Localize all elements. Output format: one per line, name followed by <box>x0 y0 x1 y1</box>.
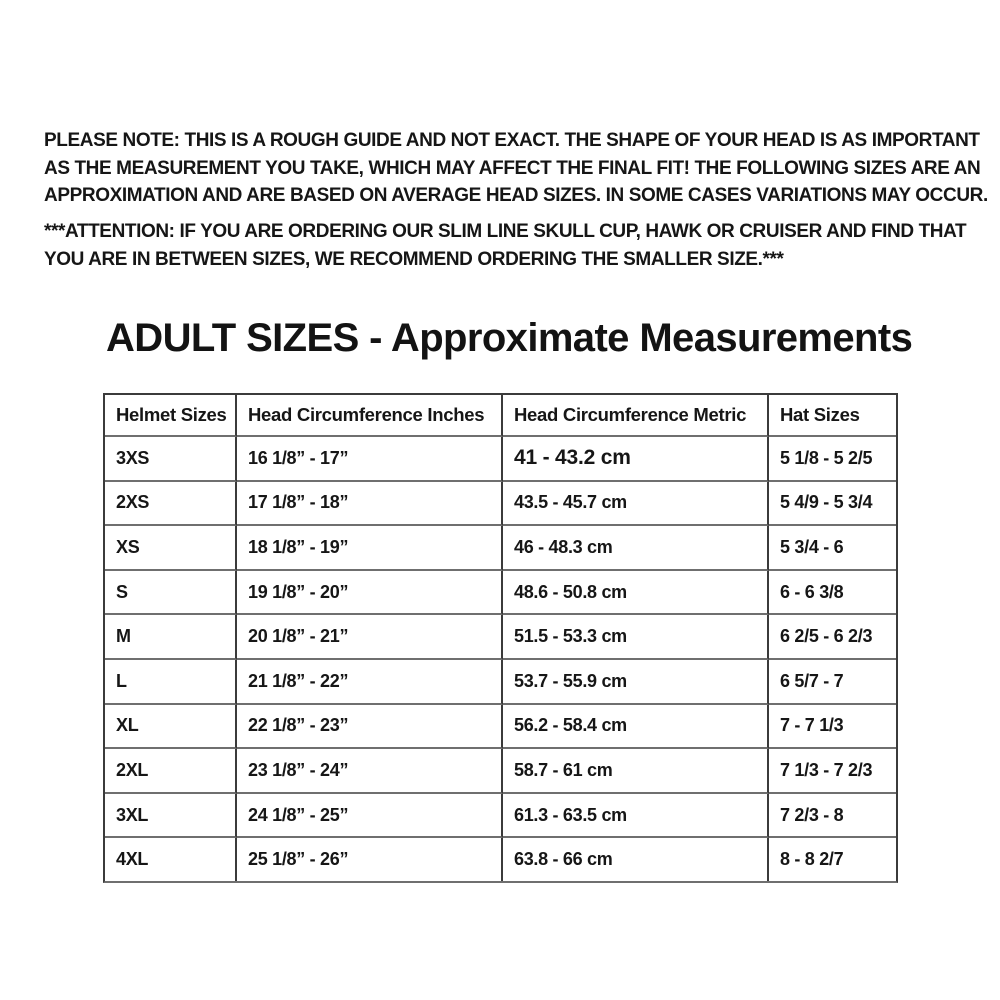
cell-inches: 19 1/8” - 20” <box>237 571 503 616</box>
table-row-3xs <box>105 437 896 482</box>
cell-helmet-size: 2XS <box>105 482 237 527</box>
table-row-3xl <box>105 794 896 839</box>
cell-inches: 18 1/8” - 19” <box>237 526 503 571</box>
note-line-1: PLEASE NOTE: THIS IS A ROUGH GUIDE AND NOT EXACT. THE SHAPE OF YOUR HEAD IS AS IMPORTANT <box>44 130 980 151</box>
cell-helmet-size: XS <box>105 526 237 571</box>
cell-helmet-size: S <box>105 571 237 616</box>
cell-inches: 24 1/8” - 25” <box>237 794 503 839</box>
cell-metric: 51.5 - 53.3 cm <box>503 615 769 660</box>
cell-hat-size: 6 2/5 - 6 2/3 <box>769 615 896 660</box>
col-header-hat-sizes: Hat Sizes <box>769 395 896 437</box>
cell-metric: 63.8 - 66 cm <box>503 838 769 881</box>
note-paragraph <box>44 127 988 210</box>
cell-hat-size: 5 4/9 - 5 3/4 <box>769 482 896 527</box>
cell-hat-size: 8 - 8 2/7 <box>780 849 844 870</box>
table-row-xs <box>105 526 896 571</box>
cell-hat-size: 7 - 7 1/3 <box>769 705 896 750</box>
cell-metric: 43.5 - 45.7 cm <box>503 482 769 527</box>
attention-line-2: YOU ARE IN BETWEEN SIZES, WE RECOMMEND ORDERING THE SMALLER SIZE.*** <box>44 248 784 270</box>
cell-helmet-size: M <box>105 615 237 660</box>
note-line-2: AS THE MEASUREMENT YOU TAKE, WHICH MAY AFFECT THE FINAL FIT! THE FOLLOWING SIZES ARE AN <box>44 157 981 179</box>
cell-metric: 53.7 - 55.9 cm <box>503 660 769 705</box>
cell-helmet-size: XL <box>105 705 237 750</box>
table-row-l <box>105 660 896 705</box>
cell-inches: 25 1/8” - 26” <box>237 838 503 881</box>
cell-metric: 48.6 - 50.8 cm <box>503 571 769 616</box>
cell-helmet-size: 2XL <box>105 749 237 794</box>
cell-metric: 61.3 - 63.5 cm <box>503 794 769 839</box>
table-row-m <box>105 615 896 660</box>
cell-metric: 46 - 48.3 cm <box>503 526 769 571</box>
cell-inches: 17 1/8” - 18” <box>237 482 503 527</box>
table-row-4xl <box>105 838 896 881</box>
cell-hat-size: 6 5/7 - 7 <box>769 660 896 705</box>
cell-helmet-size: 3XS <box>105 437 237 482</box>
note-line-3: APPROXIMATION AND ARE BASED ON AVERAGE HEAD SIZES. IN SOME CASES VARIATIONS MAY OCCUR. <box>44 185 988 206</box>
cell-helmet-size: 4XL <box>105 838 237 881</box>
table-row-2xl <box>105 749 896 794</box>
cell-hat-size: 5 3/4 - 6 <box>769 526 896 571</box>
cell-helmet-size: 3XL <box>105 794 237 839</box>
cell-helmet-size: L <box>105 660 237 705</box>
adult-sizes-table <box>103 393 898 883</box>
cell-metric: 56.2 - 58.4 cm <box>503 705 769 750</box>
table-row-s <box>105 571 896 616</box>
col-header-helmet-sizes: Helmet Sizes <box>105 395 237 437</box>
attention-paragraph <box>44 218 966 273</box>
attention-line-1: ***ATTENTION: IF YOU ARE ORDERING OUR SLIM LINE SKULL CUP, HAWK OR CRUISER AND FIND THAT <box>44 221 967 242</box>
table-header-row <box>105 395 896 437</box>
cell-inches: 21 1/8” - 22” <box>237 660 503 705</box>
cell-hat-size: 7 2/3 - 8 <box>769 794 896 839</box>
cell-hat-size: 6 - 6 3/8 <box>769 571 896 616</box>
cell-inches: 23 1/8” - 24” <box>237 749 503 794</box>
table-row-xl <box>105 705 896 750</box>
cell-inches: 22 1/8” - 23” <box>237 705 503 750</box>
cell-inches: 16 1/8” - 17” <box>237 437 503 482</box>
cell-metric: 41 - 43.2 cm <box>503 437 769 482</box>
cell-inches: 20 1/8” - 21” <box>237 615 503 660</box>
col-header-head-circumference-metric: Head Circumference Metric <box>503 395 769 437</box>
cell-hat-size: 5 1/8 - 5 2/5 <box>769 437 896 482</box>
table-row-2xs <box>105 482 896 527</box>
cell-metric: 58.7 - 61 cm <box>503 749 769 794</box>
page-title: ADULT SIZES - Approximate Measurements <box>106 316 913 360</box>
col-header-head-circumference-inches: Head Circumference Inches <box>237 395 503 437</box>
cell-hat-size: 7 1/3 - 7 2/3 <box>769 749 896 794</box>
